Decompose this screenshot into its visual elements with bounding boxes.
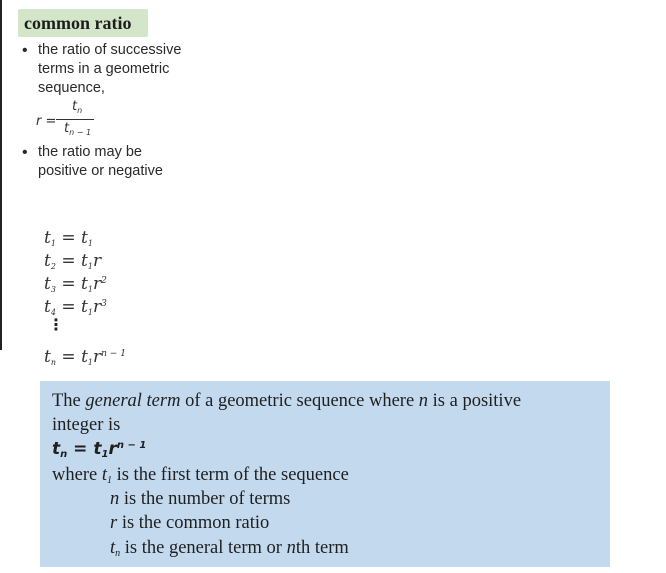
definition-term: common ratio [18,9,148,37]
equation-t2: $t_2 = t_1r$ [44,251,102,271]
bullet-dot: • [22,144,28,161]
ratio-formula-denominator: $t_{n - 1}$ [64,121,92,137]
equation-t4: $t_4 = t_1r^3$ [44,297,107,317]
ratio-formula-lhs: r = [36,114,57,129]
box-line-tn: $t_n$ is the general term or nth term [110,538,349,559]
box-line-1: The general term of a geometric sequence where n is a positive [52,391,522,411]
box-line-n: n is the number of terms [110,489,291,509]
bullet-dot: • [22,42,28,59]
box-general-term-formula: $t_n = t_1r^{n - 1}$ [52,439,147,460]
general-term-box [40,381,610,567]
equation-t3: $t_3 = t_1r^2$ [44,274,107,294]
vertical-ellipsis: ⋮ [48,317,64,334]
box-line-2: integer is [52,415,121,435]
box-line-where: where $t_1$ is the first term of the sequence [52,465,349,486]
left-margin-rule [0,0,2,350]
definition-bullet-2: • the ratio may be positive or negative [22,144,163,179]
equation-t1: $t_1 = t_1$ [44,228,93,248]
definition-bullet-1: • the ratio of successive terms in a geometric sequence, [22,42,182,96]
fraction-bar [56,119,94,120]
box-line-r: r is the common ratio [110,513,270,533]
ratio-formula-numerator: $t_n$ [72,99,83,115]
equation-tn: $t_n = t_1r^{n - 1}$ [44,347,126,367]
